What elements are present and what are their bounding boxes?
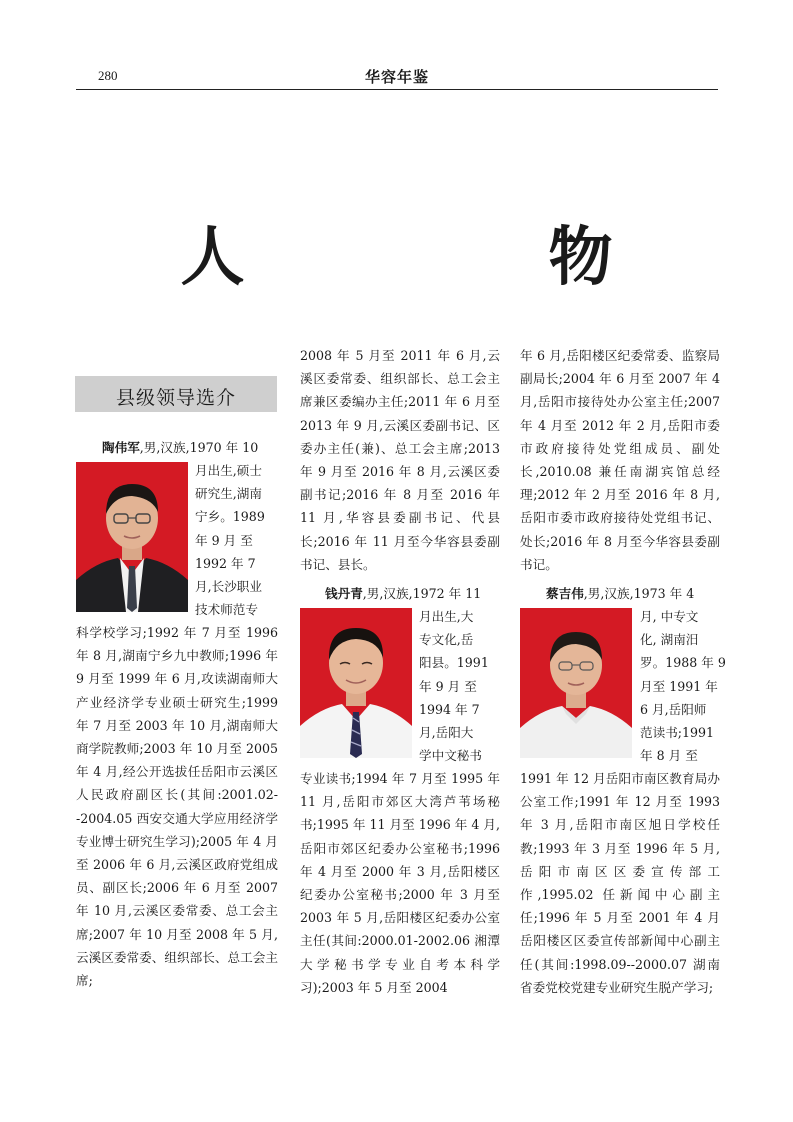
wrap-line: 学中文秘书: [419, 748, 482, 764]
wrap-line: 1994 年 7: [419, 701, 480, 717]
wrap-line: 1992 年 7: [195, 555, 256, 571]
bio-text: 1991 年 12 月岳阳市南区教育局办公室工作;1991 年 12 月至 1993 年 3 月,岳阳市南区旭日学校任教;1993 年 3 月至 1996 年 5 月,岳阳市南区区委宣传部工作,1995.02 任新闻中心副主任;1996 年 5 月至 2001 年 4 月岳阳楼区区委宣传部新闻中心副主任(其间:1998.09--2000.07 湖南省委党校党建专业研究生脱产学习;: [520, 771, 720, 995]
wrap-line: 月,岳阳大: [419, 725, 474, 741]
bio-text: 年 6 月,岳阳楼区纪委常委、监察局副局长;2004 年 6 月至 2007 年 4 月,岳阳市接待处办公室主任;2007 年 4 月至 2012 年 2 月,岳阳市委市政府接待处党组成员、副处长,2010.08 兼任南湖宾馆总经理;2012 年 2 月至 2016 年 8 月,岳阳市委市政府接待处党组书记、处长;2016 年 8 月至今华容县委副书记。: [520, 348, 720, 572]
profile-column-3-lead: [520, 344, 720, 576]
wrap-line: 范读书;1991: [640, 725, 715, 741]
wrap-line: 专文化,岳: [419, 632, 474, 648]
profile-tao-weijun-wrap: [195, 459, 277, 621]
wrap-line: 阳县。1991: [419, 655, 489, 671]
chapter-title: 人 物: [180, 220, 733, 295]
profile-cai-jiwei-body: [520, 767, 720, 999]
wrap-line: 6 月,岳阳师: [640, 701, 707, 717]
wrap-line: ,男,汉族,1973 年 4: [583, 586, 695, 601]
wrap-line: 宁乡。1989: [195, 509, 265, 525]
wrap-line: 化, 湖南汨: [640, 632, 699, 648]
wrap-line: 月,长沙职业: [195, 579, 262, 595]
profile-qian-danqing-lead: [325, 582, 501, 605]
section-heading: 县级领导选介: [115, 387, 236, 409]
running-title: 华容年鉴: [364, 68, 429, 86]
bio-text: 2008 年 5 月至 2011 年 6 月,云溪区委常委、组织部长、总工会主席兼区委编办主任;2011 年 6 月至 2013 年 9 月,云溪区委副书记、区委办主任(兼)、总工会主席;2013 年 9 月至 2016 年 8 月,云溪区委副书记;2016 年 8 月至 2016 年 11 月,华容县委副书记、代县长;2016 年 11 月至今华容县委副书记、县长。: [300, 348, 500, 572]
person-name: 蔡吉伟: [546, 586, 584, 601]
page-header: [76, 62, 718, 88]
wrap-line: 月出生,大: [419, 609, 474, 624]
profile-cai-jiwei-lead: [546, 582, 722, 605]
wrap-line: 月出生,硕士: [195, 463, 262, 478]
portrait-photo-tao-weijun: [76, 462, 188, 612]
page-number: 280: [98, 68, 118, 83]
wrap-line: 月至 1991 年: [640, 678, 718, 694]
person-name: 陶伟军: [102, 440, 140, 455]
profile-qian-danqing-body: [300, 767, 500, 999]
profile-column-2-lead: [300, 344, 500, 576]
bio-text: 专业读书;1994 年 7 月至 1995 年 11 月,岳阳市郊区大湾芦苇场秘书;1995 年 11 月至 1996 年 4 月,岳阳市郊区纪委办公室秘书;1996 年 4 月至 2000 年 3 月,岳阳楼区纪委办公室秘书;2000 年 3 月至 2003 年 5 月,岳阳楼区纪委办公室主任(其间:2000.01-2002.06 湘潭大学秘书学专业自考本科学习);2003 年 5 月至 2004: [300, 771, 500, 995]
header-rule: [76, 89, 718, 90]
wrap-line: 年 9 月 至: [419, 678, 477, 694]
wrap-line: 年 8 月 至: [640, 748, 698, 764]
wrap-line: 研究生,湖南: [195, 486, 262, 502]
wrap-line: 技术师范专: [195, 602, 258, 618]
person-name: 钱丹青: [325, 586, 363, 601]
portrait-photo-qian-danqing: [300, 608, 412, 758]
wrap-line: 罗。1988 年 9: [640, 655, 726, 671]
wrap-line: ,男,汉族,1970 年 10: [139, 440, 259, 455]
wrap-line: 月, 中专文: [640, 609, 699, 624]
profile-tao-weijun-body: [76, 621, 278, 992]
profile-qian-danqing-wrap: [419, 605, 501, 767]
section-heading-box: [75, 376, 277, 412]
profile-cai-jiwei-wrap: [640, 605, 726, 767]
portrait-photo-cai-jiwei: [520, 608, 632, 758]
profile-tao-weijun-lead: [102, 436, 278, 459]
wrap-line: 年 9 月 至: [195, 532, 253, 548]
wrap-line: ,男,汉族,1972 年 11: [362, 586, 482, 601]
bio-text: 科学校学习;1992 年 7 月至 1996 年 8 月,湖南宁乡九中教师;1996 年 9 月至 1999 年 6 月,攻读湖南师大产业经济学专业硕士研究生;1999 年 7 月至 2003 年 10 月,湖南师大商学院教师;2003 年 10 月至 2005 年 4 月,经公开选拔任岳阳市云溪区人民政府副区长(其间:2001.02--2004.05 西安交通大学应用经济学专业博士研究生学习);2005 年 4 月至 2006 年 6 月,云溪区政府党组成员、副区长;2006 年 6 月至 2007 年 10 月,云溪区委常委、总工会主席;2007 年 10 月至 2008 年 5 月,云溪区委常委、组织部长、总工会主席;: [76, 625, 278, 989]
